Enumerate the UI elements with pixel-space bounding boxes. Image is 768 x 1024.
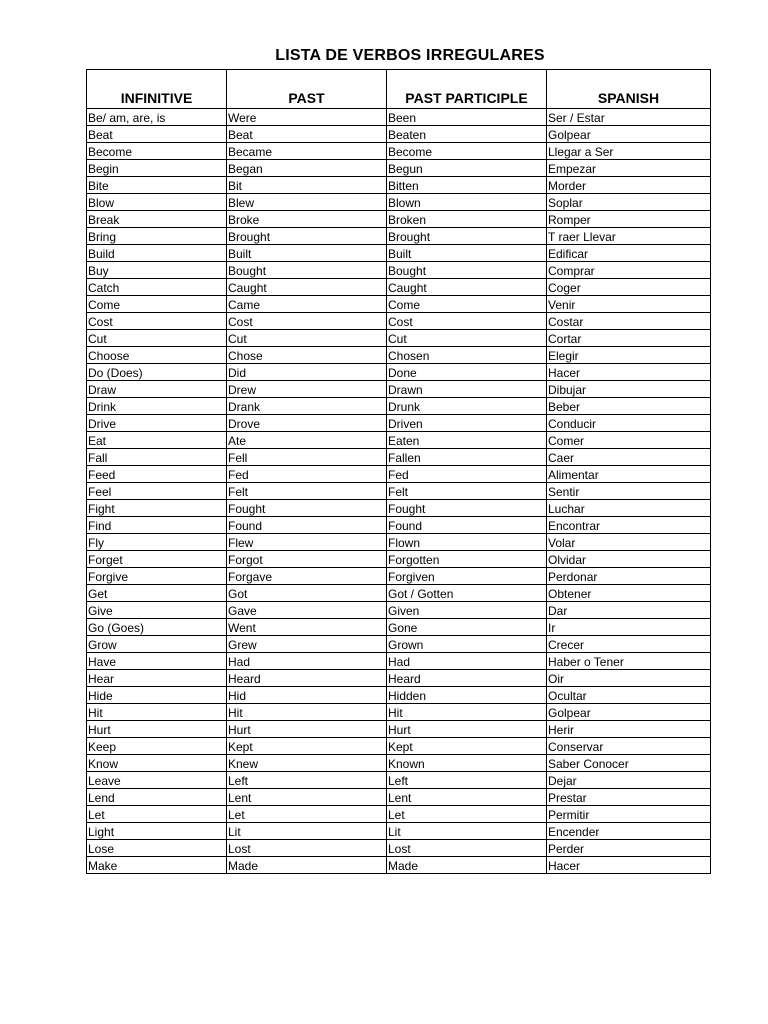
cell-spanish: Caer (547, 449, 711, 466)
cell-past-participle: Become (387, 143, 547, 160)
cell-past-participle: Fed (387, 466, 547, 483)
cell-spanish: Sentir (547, 483, 711, 500)
cell-infinitive: Hear (87, 670, 227, 687)
cell-spanish: Prestar (547, 789, 711, 806)
cell-spanish: Conducir (547, 415, 711, 432)
table-row (87, 381, 711, 398)
cell-spanish: Obtener (547, 585, 711, 602)
cell-past-participle: Lost (387, 840, 547, 857)
cell-spanish: Edificar (547, 245, 711, 262)
cell-spanish: Golpear (547, 126, 711, 143)
cell-spanish: Ocultar (547, 687, 711, 704)
cell-past-participle: Flown (387, 534, 547, 551)
page-title: LISTA DE VERBOS IRREGULARES (275, 47, 545, 64)
cell-past-participle: Made (387, 857, 547, 874)
cell-past-participle: Bitten (387, 177, 547, 194)
cell-past-participle: Left (387, 772, 547, 789)
cell-past: Hid (227, 687, 387, 704)
cell-spanish: T raer Llevar (547, 228, 711, 245)
cell-spanish: Ir (547, 619, 711, 636)
cell-past-participle: Come (387, 296, 547, 313)
cell-infinitive: Go (Goes) (87, 619, 227, 636)
cell-infinitive: Blow (87, 194, 227, 211)
cell-infinitive: Come (87, 296, 227, 313)
cell-past-participle: Broken (387, 211, 547, 228)
cell-past: Forgot (227, 551, 387, 568)
cell-past: Cut (227, 330, 387, 347)
cell-infinitive: Have (87, 653, 227, 670)
cell-past: Had (227, 653, 387, 670)
table-row (87, 772, 711, 789)
table-row (87, 262, 711, 279)
cell-infinitive: Build (87, 245, 227, 262)
cell-past: Went (227, 619, 387, 636)
table-row (87, 347, 711, 364)
cell-infinitive: Begin (87, 160, 227, 177)
cell-past-participle: Gone (387, 619, 547, 636)
cell-infinitive: Hurt (87, 721, 227, 738)
cell-past-participle: Lent (387, 789, 547, 806)
cell-infinitive: Let (87, 806, 227, 823)
cell-past-participle: Felt (387, 483, 547, 500)
cell-spanish: Empezar (547, 160, 711, 177)
table-row (87, 789, 711, 806)
cell-spanish: Encender (547, 823, 711, 840)
cell-spanish: Golpear (547, 704, 711, 721)
cell-infinitive: Choose (87, 347, 227, 364)
cell-past-participle: Hidden (387, 687, 547, 704)
cell-past-participle: Hit (387, 704, 547, 721)
verb-table (86, 69, 711, 874)
cell-spanish: Herir (547, 721, 711, 738)
cell-past: Caught (227, 279, 387, 296)
cell-spanish: Luchar (547, 500, 711, 517)
cell-past-participle: Known (387, 755, 547, 772)
cell-spanish: Encontrar (547, 517, 711, 534)
cell-past-participle: Forgotten (387, 551, 547, 568)
cell-past-participle: Hurt (387, 721, 547, 738)
table-body (87, 109, 711, 874)
cell-past: Knew (227, 755, 387, 772)
cell-spanish: Olvidar (547, 551, 711, 568)
cell-past: Were (227, 109, 387, 126)
table-row (87, 670, 711, 687)
cell-spanish: Crecer (547, 636, 711, 653)
cell-spanish: Costar (547, 313, 711, 330)
cell-past: Fed (227, 466, 387, 483)
table-row (87, 738, 711, 755)
cell-infinitive: Leave (87, 772, 227, 789)
cell-past-participle: Drunk (387, 398, 547, 415)
cell-past-participle: Forgiven (387, 568, 547, 585)
cell-past: Made (227, 857, 387, 874)
cell-past: Drove (227, 415, 387, 432)
cell-past-participle: Let (387, 806, 547, 823)
cell-past-participle: Beaten (387, 126, 547, 143)
table-row (87, 432, 711, 449)
cell-past: Began (227, 160, 387, 177)
cell-spanish: Venir (547, 296, 711, 313)
cell-infinitive: Draw (87, 381, 227, 398)
cell-past: Kept (227, 738, 387, 755)
table-row (87, 517, 711, 534)
cell-infinitive: Lose (87, 840, 227, 857)
cell-spanish: Perdonar (547, 568, 711, 585)
cell-spanish: Morder (547, 177, 711, 194)
cell-infinitive: Forgive (87, 568, 227, 585)
cell-infinitive: Cost (87, 313, 227, 330)
table-row (87, 551, 711, 568)
cell-spanish: Oir (547, 670, 711, 687)
cell-past-participle: Heard (387, 670, 547, 687)
cell-past: Heard (227, 670, 387, 687)
cell-spanish: Hacer (547, 364, 711, 381)
cell-infinitive: Bite (87, 177, 227, 194)
table-row (87, 279, 711, 296)
table-row (87, 806, 711, 823)
cell-past: Chose (227, 347, 387, 364)
cell-past-participle: Eaten (387, 432, 547, 449)
cell-past-participle: Had (387, 653, 547, 670)
table-row (87, 755, 711, 772)
cell-past-participle: Lit (387, 823, 547, 840)
table-row (87, 687, 711, 704)
cell-infinitive: Grow (87, 636, 227, 653)
cell-infinitive: Hide (87, 687, 227, 704)
table-row (87, 228, 711, 245)
cell-past: Grew (227, 636, 387, 653)
cell-past-participle: Drawn (387, 381, 547, 398)
cell-spanish: Haber o Tener (547, 653, 711, 670)
cell-past-participle: Caught (387, 279, 547, 296)
table-row (87, 330, 711, 347)
cell-past: Flew (227, 534, 387, 551)
cell-infinitive: Fight (87, 500, 227, 517)
cell-past: Became (227, 143, 387, 160)
cell-past: Forgave (227, 568, 387, 585)
cell-infinitive: Find (87, 517, 227, 534)
table-row (87, 143, 711, 160)
table-row (87, 619, 711, 636)
table-row (87, 126, 711, 143)
cell-past-participle: Fallen (387, 449, 547, 466)
column-header-past-participle: PAST PARTICIPLE (387, 70, 547, 109)
column-header-infinitive: INFINITIVE (87, 70, 227, 109)
cell-past: Came (227, 296, 387, 313)
table-row (87, 602, 711, 619)
table-row (87, 415, 711, 432)
table-row (87, 823, 711, 840)
cell-infinitive: Drink (87, 398, 227, 415)
cell-past-participle: Fought (387, 500, 547, 517)
cell-past: Built (227, 245, 387, 262)
column-header-spanish: SPANISH (547, 70, 711, 109)
table-row (87, 160, 711, 177)
cell-past: Bit (227, 177, 387, 194)
cell-past: Lost (227, 840, 387, 857)
cell-past: Hit (227, 704, 387, 721)
cell-infinitive: Keep (87, 738, 227, 755)
cell-past: Bought (227, 262, 387, 279)
table-row (87, 636, 711, 653)
cell-infinitive: Hit (87, 704, 227, 721)
cell-spanish: Beber (547, 398, 711, 415)
cell-past-participle: Begun (387, 160, 547, 177)
table-row (87, 398, 711, 415)
cell-spanish: Hacer (547, 857, 711, 874)
cell-past: Hurt (227, 721, 387, 738)
cell-past-participle: Driven (387, 415, 547, 432)
cell-past: Did (227, 364, 387, 381)
cell-spanish: Llegar a Ser (547, 143, 711, 160)
cell-past: Beat (227, 126, 387, 143)
table-row (87, 466, 711, 483)
cell-infinitive: Cut (87, 330, 227, 347)
cell-past-participle: Been (387, 109, 547, 126)
table-row (87, 653, 711, 670)
cell-past: Ate (227, 432, 387, 449)
cell-spanish: Soplar (547, 194, 711, 211)
table-row (87, 313, 711, 330)
cell-past: Fell (227, 449, 387, 466)
table-row (87, 500, 711, 517)
table-row (87, 483, 711, 500)
cell-spanish: Perder (547, 840, 711, 857)
cell-spanish: Comer (547, 432, 711, 449)
cell-infinitive: Become (87, 143, 227, 160)
table-row (87, 721, 711, 738)
column-header-past: PAST (227, 70, 387, 109)
cell-spanish: Ser / Estar (547, 109, 711, 126)
cell-past-participle: Brought (387, 228, 547, 245)
cell-infinitive: Get (87, 585, 227, 602)
cell-spanish: Coger (547, 279, 711, 296)
cell-infinitive: Be/ am, are, is (87, 109, 227, 126)
header-row (87, 70, 711, 109)
cell-spanish: Saber Conocer (547, 755, 711, 772)
cell-spanish: Dejar (547, 772, 711, 789)
cell-past: Found (227, 517, 387, 534)
cell-past: Let (227, 806, 387, 823)
cell-past: Lit (227, 823, 387, 840)
cell-infinitive: Light (87, 823, 227, 840)
cell-spanish: Dar (547, 602, 711, 619)
cell-infinitive: Give (87, 602, 227, 619)
cell-spanish: Romper (547, 211, 711, 228)
cell-past-participle: Kept (387, 738, 547, 755)
cell-past: Left (227, 772, 387, 789)
cell-infinitive: Beat (87, 126, 227, 143)
cell-past-participle: Found (387, 517, 547, 534)
cell-past: Lent (227, 789, 387, 806)
cell-spanish: Conservar (547, 738, 711, 755)
table-row (87, 177, 711, 194)
cell-infinitive: Fall (87, 449, 227, 466)
cell-past-participle: Grown (387, 636, 547, 653)
table-row (87, 211, 711, 228)
cell-infinitive: Feed (87, 466, 227, 483)
cell-past: Gave (227, 602, 387, 619)
table-row (87, 568, 711, 585)
cell-past-participle: Got / Gotten (387, 585, 547, 602)
cell-past-participle: Cut (387, 330, 547, 347)
table-row (87, 840, 711, 857)
cell-infinitive: Drive (87, 415, 227, 432)
cell-spanish: Comprar (547, 262, 711, 279)
cell-past: Got (227, 585, 387, 602)
cell-past-participle: Done (387, 364, 547, 381)
cell-past-participle: Blown (387, 194, 547, 211)
table-row (87, 585, 711, 602)
cell-past-participle: Bought (387, 262, 547, 279)
cell-past-participle: Given (387, 602, 547, 619)
cell-past: Blew (227, 194, 387, 211)
cell-past-participle: Cost (387, 313, 547, 330)
table-row (87, 109, 711, 126)
table-row (87, 364, 711, 381)
table-row (87, 296, 711, 313)
cell-spanish: Volar (547, 534, 711, 551)
table-row (87, 194, 711, 211)
cell-past: Fought (227, 500, 387, 517)
table-row (87, 534, 711, 551)
cell-spanish: Permitir (547, 806, 711, 823)
cell-infinitive: Lend (87, 789, 227, 806)
cell-past-participle: Built (387, 245, 547, 262)
cell-spanish: Elegir (547, 347, 711, 364)
cell-infinitive: Do (Does) (87, 364, 227, 381)
cell-past-participle: Chosen (387, 347, 547, 364)
cell-spanish: Dibujar (547, 381, 711, 398)
cell-infinitive: Make (87, 857, 227, 874)
table-row (87, 857, 711, 874)
cell-infinitive: Forget (87, 551, 227, 568)
cell-infinitive: Break (87, 211, 227, 228)
cell-infinitive: Feel (87, 483, 227, 500)
table-row (87, 245, 711, 262)
cell-past: Felt (227, 483, 387, 500)
cell-past: Drew (227, 381, 387, 398)
table-row (87, 449, 711, 466)
cell-infinitive: Fly (87, 534, 227, 551)
cell-infinitive: Eat (87, 432, 227, 449)
cell-infinitive: Know (87, 755, 227, 772)
cell-spanish: Cortar (547, 330, 711, 347)
cell-infinitive: Buy (87, 262, 227, 279)
cell-past: Broke (227, 211, 387, 228)
cell-spanish: Alimentar (547, 466, 711, 483)
cell-past: Drank (227, 398, 387, 415)
cell-infinitive: Bring (87, 228, 227, 245)
table-row (87, 704, 711, 721)
cell-past: Brought (227, 228, 387, 245)
cell-past: Cost (227, 313, 387, 330)
cell-infinitive: Catch (87, 279, 227, 296)
